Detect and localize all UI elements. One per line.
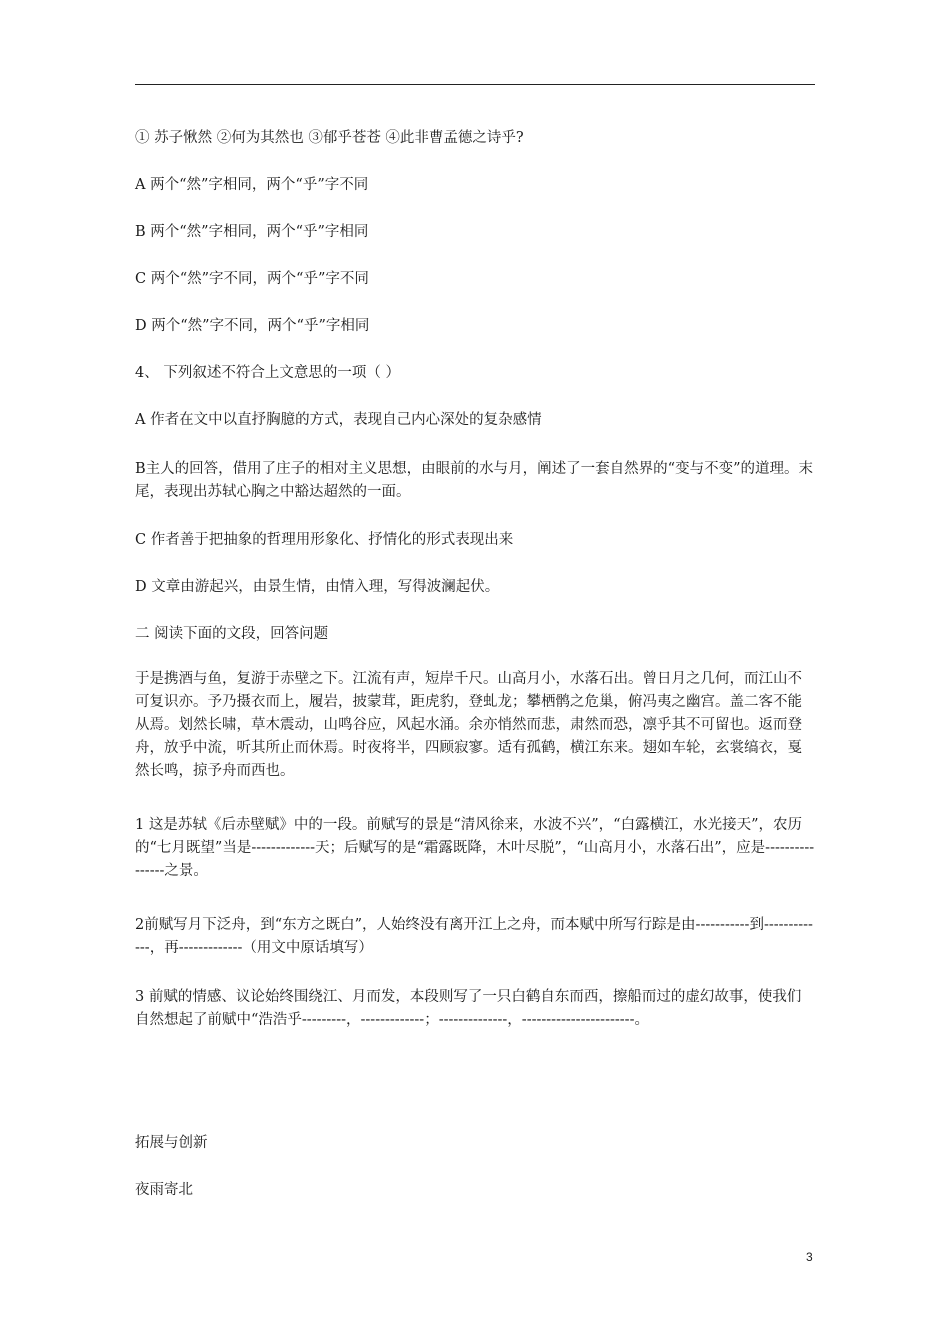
s2-question-2: 2前赋写月下泛舟，到“东方之既白”，人始终没有离开江上之舟，而本赋中所写行踪是由-----------到-------------，再-------------（用文中原话填写） [135, 917, 813, 956]
q3-option-b: B 两个“然”字相同，两个“乎”字相同 [135, 224, 369, 240]
q3-option-c: C 两个“然”字不同，两个“乎”字不同 [135, 271, 369, 287]
page-number: 3 [806, 1250, 813, 1264]
q4-option-a: A 作者在文中以直抒胸臆的方式，表现自己内心深处的复杂感情 [135, 412, 542, 428]
passage: 于是携酒与鱼，复游于赤壁之下。江流有声，短岸千尺。山高月小，水落石出。曾日月之几何，而江山不可复识亦。予乃摄衣而上，履岩，披蒙茸，距虎豹，登虬龙；攀栖鹘之危巢，俯冯夷之幽宫。盖二客不能从焉。划然长啸，草木震动，山鸣谷应，风起水涌。余亦悄然而悲，肃然而恐，凛乎其不可留也。返而登舟，放乎中流，听其所止而休焉。时夜将半，四顾寂寥。适有孤鹤，横江东来。翅如车轮，玄裳缟衣，戛然长鸣，掠予舟而西也。 [135, 671, 802, 779]
q3-items: ① 苏子愀然 ②何为其然也 ③郁乎苍苍 ④此非曹孟德之诗乎? [135, 130, 524, 146]
s2-question-1: 1 这是苏轼《后赤壁赋》中的一段。前赋写的景是“清风徐来，水波不兴”，“白露横江，水光接天”，农历的“七月既望”当是-------------天；后赋写的是“霜露既降，木叶尽脱”，“山高月小，水落石出”，应是----------------之景。 [135, 817, 815, 879]
poem-title: 夜雨寄北 [135, 1182, 193, 1198]
s2-question-3: 3 前赋的情感、议论始终围绕江、月而发，本段则写了一只白鹤自东而西，擦船而过的虚幻故事，使我们自然想起了前赋中“浩浩乎---------，-------------；--------------，-----------------------。 [135, 989, 802, 1028]
q3-option-d: D 两个“然”字不同，两个“乎”字相同 [135, 318, 370, 334]
question-4: 4、 下列叙述不符合上文意思的一项（ ） [135, 365, 400, 381]
header-rule [135, 84, 815, 85]
expansion-heading: 拓展与创新 [135, 1135, 208, 1151]
q3-option-a: A 两个“然”字相同，两个“乎”字不同 [135, 177, 369, 193]
section-2-heading: 二 阅读下面的文段，回答问题 [135, 626, 329, 642]
q4-option-c: C 作者善于把抽象的哲理用形象化、抒情化的形式表现出来 [135, 532, 514, 548]
q4-option-b: B主人的回答，借用了庄子的相对主义思想，由眼前的水与月，阐述了一套自然界的“变与不变”的道理。末尾，表现出苏轼心胸之中豁达超然的一面。 [135, 461, 813, 500]
q4-option-d: D 文章由游起兴，由景生情，由情入理，写得波澜起伏。 [135, 579, 500, 595]
